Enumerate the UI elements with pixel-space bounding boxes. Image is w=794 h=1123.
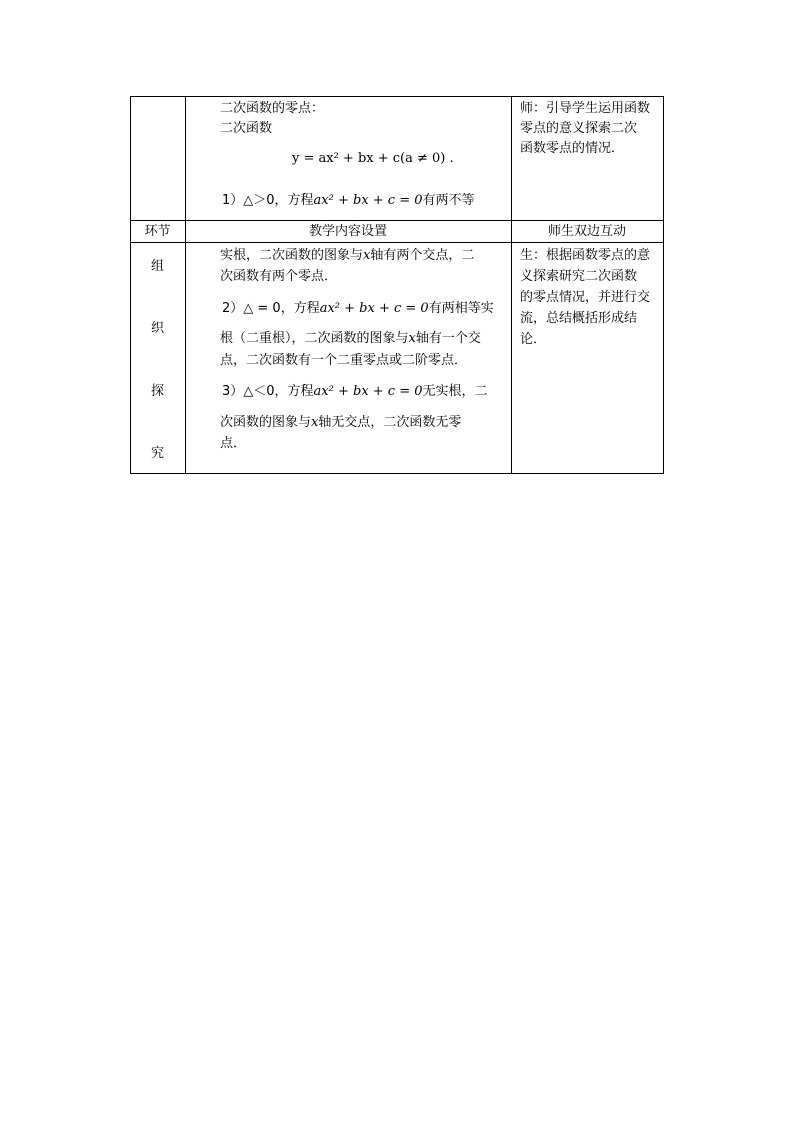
- table-divider-header-top: [130, 220, 664, 221]
- table-border-right: [663, 96, 664, 474]
- content-line-8: 点．: [220, 436, 247, 451]
- content-line-7-start: 次函数的图象与: [220, 415, 312, 430]
- quadratic-function-label: 二次函数: [220, 121, 273, 136]
- stage-char-4: 究: [150, 446, 164, 461]
- quadratic-formula: [292, 150, 454, 168]
- case-1-equation: ax² + bx + c = 0: [313, 193, 423, 208]
- case-2-equation: ax² + bx + c = 0: [319, 301, 429, 316]
- teacher-note-line-2: 零点的意义探索二次: [520, 121, 638, 136]
- content-line-4-end: 轴有一个交: [415, 331, 481, 346]
- case-3-line: [222, 383, 488, 401]
- case-2-line: [222, 300, 494, 318]
- student-note-line-5: 论．: [520, 332, 547, 347]
- content-line-4: [220, 330, 481, 348]
- stage-char-2: 织: [150, 321, 164, 336]
- student-note-line-2: 义探索研究二次函数: [520, 269, 638, 284]
- table-divider-col2: [511, 96, 512, 474]
- header-content: 教学内容设置: [308, 224, 387, 239]
- content-line-1-start: 实根，二次函数的图象与: [220, 248, 364, 263]
- case-1-line: [222, 192, 475, 210]
- case-2-start: 2）△ = 0，方程: [222, 301, 320, 316]
- content-line-2: 次函数有两个零点．: [220, 269, 338, 284]
- x-axis-var: x: [363, 248, 371, 263]
- table-divider-header-bottom: [130, 242, 664, 243]
- header-stage: 环节: [144, 224, 171, 239]
- content-line-1-end: 轴有两个交点，二: [370, 248, 475, 263]
- table-border-bottom: [130, 473, 664, 474]
- teacher-note-line-3: 函数零点的情况．: [520, 141, 625, 156]
- formula-period: .: [449, 151, 454, 166]
- content-line-1: [220, 247, 474, 265]
- student-note-line-1: 生：根据函数零点的意: [520, 248, 651, 263]
- header-interaction: 师生双边互动: [547, 224, 626, 239]
- content-line-7: [220, 414, 461, 432]
- content-line-7-end: 轴无交点，二次函数无零: [318, 415, 462, 430]
- stage-char-3: 探: [150, 384, 164, 399]
- case-3-equation: ax² + bx + c = 0: [313, 384, 423, 399]
- stage-char-1: 组: [150, 259, 164, 274]
- table-border-top: [130, 96, 664, 97]
- x-axis-var: x: [311, 415, 319, 430]
- case-2-end: 有两相等实: [428, 301, 494, 316]
- table-divider-col1: [185, 96, 186, 474]
- case-3-start: 3）△＜0，方程: [222, 384, 314, 399]
- table-border-left: [130, 96, 131, 474]
- lesson-plan-table: [130, 96, 664, 474]
- formula-text: y = ax² + bx + c(a ≠ 0): [292, 151, 446, 166]
- case-1-end: 有两不等: [422, 193, 475, 208]
- case-1-start: 1）△＞0，方程: [222, 193, 314, 208]
- case-3-end: 无实根，二: [422, 384, 488, 399]
- zero-points-heading: 二次函数的零点：: [220, 101, 325, 116]
- content-line-5: 点，二次函数有一个二重零点或二阶零点．: [220, 353, 468, 368]
- x-axis-var: x: [408, 331, 416, 346]
- student-note-line-3: 的零点情况，并进行交: [520, 290, 651, 305]
- student-note-line-4: 流，总结概括形成结: [520, 311, 638, 326]
- teacher-note-line-1: 师：引导学生运用函数: [520, 101, 651, 116]
- content-line-4-start: 根（二重根），二次函数的图象与: [220, 331, 409, 346]
